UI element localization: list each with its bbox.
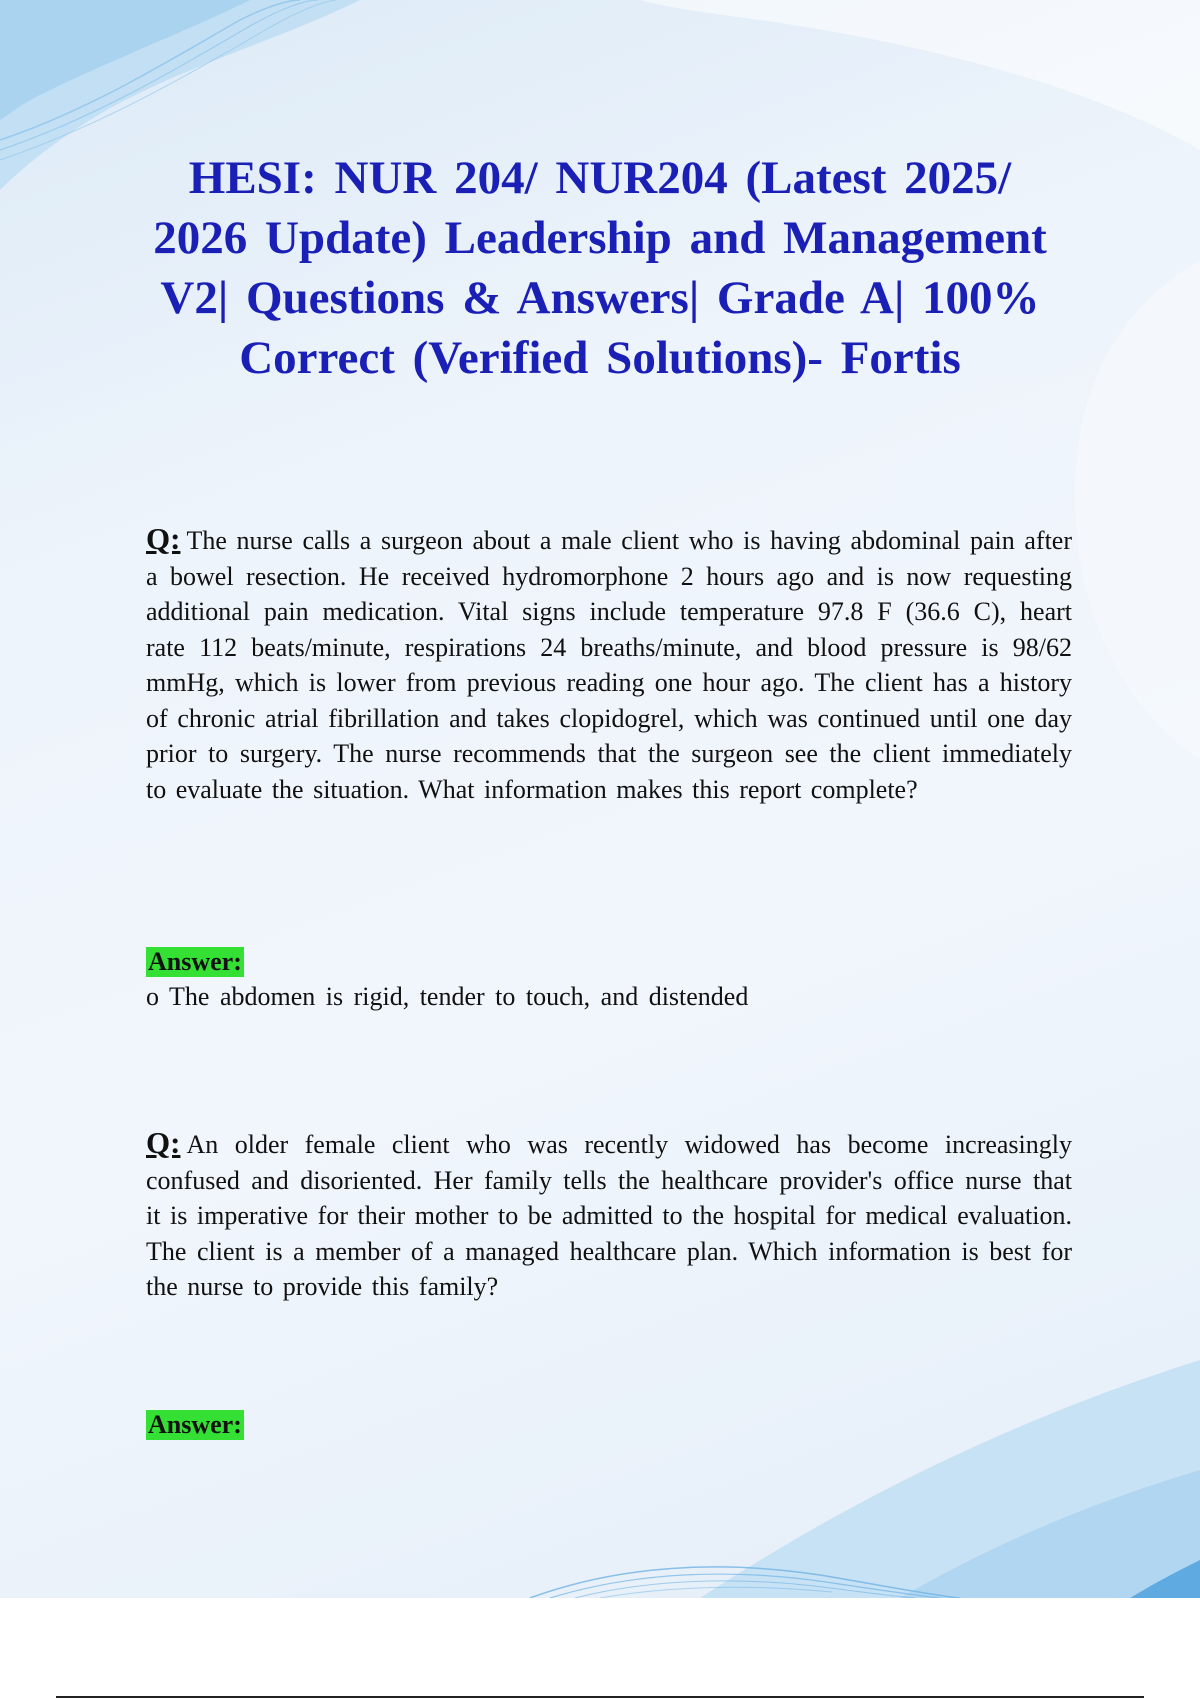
question-2 [146,1125,1072,1305]
question-1-label: Q: [146,521,181,556]
answer-1-text: o The abdomen is rigid, tender to touch, and distended [146,982,749,1011]
answer-2-label: Answer: [148,1410,242,1439]
answer-1-label: Answer: [148,947,242,976]
question-2-label: Q: [146,1125,181,1160]
question-1 [146,521,1072,807]
document-title: HESI: NUR 204/ NUR204 (Latest 2025/ 2026 Update) Leadership and Management V2| Questions & Answers| Grade A| 100% Correct (Verified Solutions)- Fortis [153,152,1047,384]
footer-divider [56,1696,1144,1698]
question-1-text: The nurse calls a surgeon about a male client who is having abdominal pain after a bowel resection. He received hydromorphone 2 hours ago and is now requesting additional pain medication. Vital signs include temperature 97.8 F (36.6 C), heart rate 112 beats/minute, respirations 24 breaths/minute, and blood pressure is 98/62 mmHg, which is lower from previous reading one hour ago. The client has a history of chronic atrial fibrillation and takes clopidogrel, which was continued until one day prior to surgery. The nurse recommends that the surgeon see the client immediately to evaluate the situation. What information makes this report complete? [146,526,1072,804]
question-2-text: An older female client who was recently widowed has become increasingly confused and disoriented. Her family tells the healthcare provider's office nurse that it is imperative for their mother to be admitted to the hospital for medical evaluation. The client is a member of a managed healthcare plan. Which information is best for the nurse to provide this family? [146,1130,1072,1301]
